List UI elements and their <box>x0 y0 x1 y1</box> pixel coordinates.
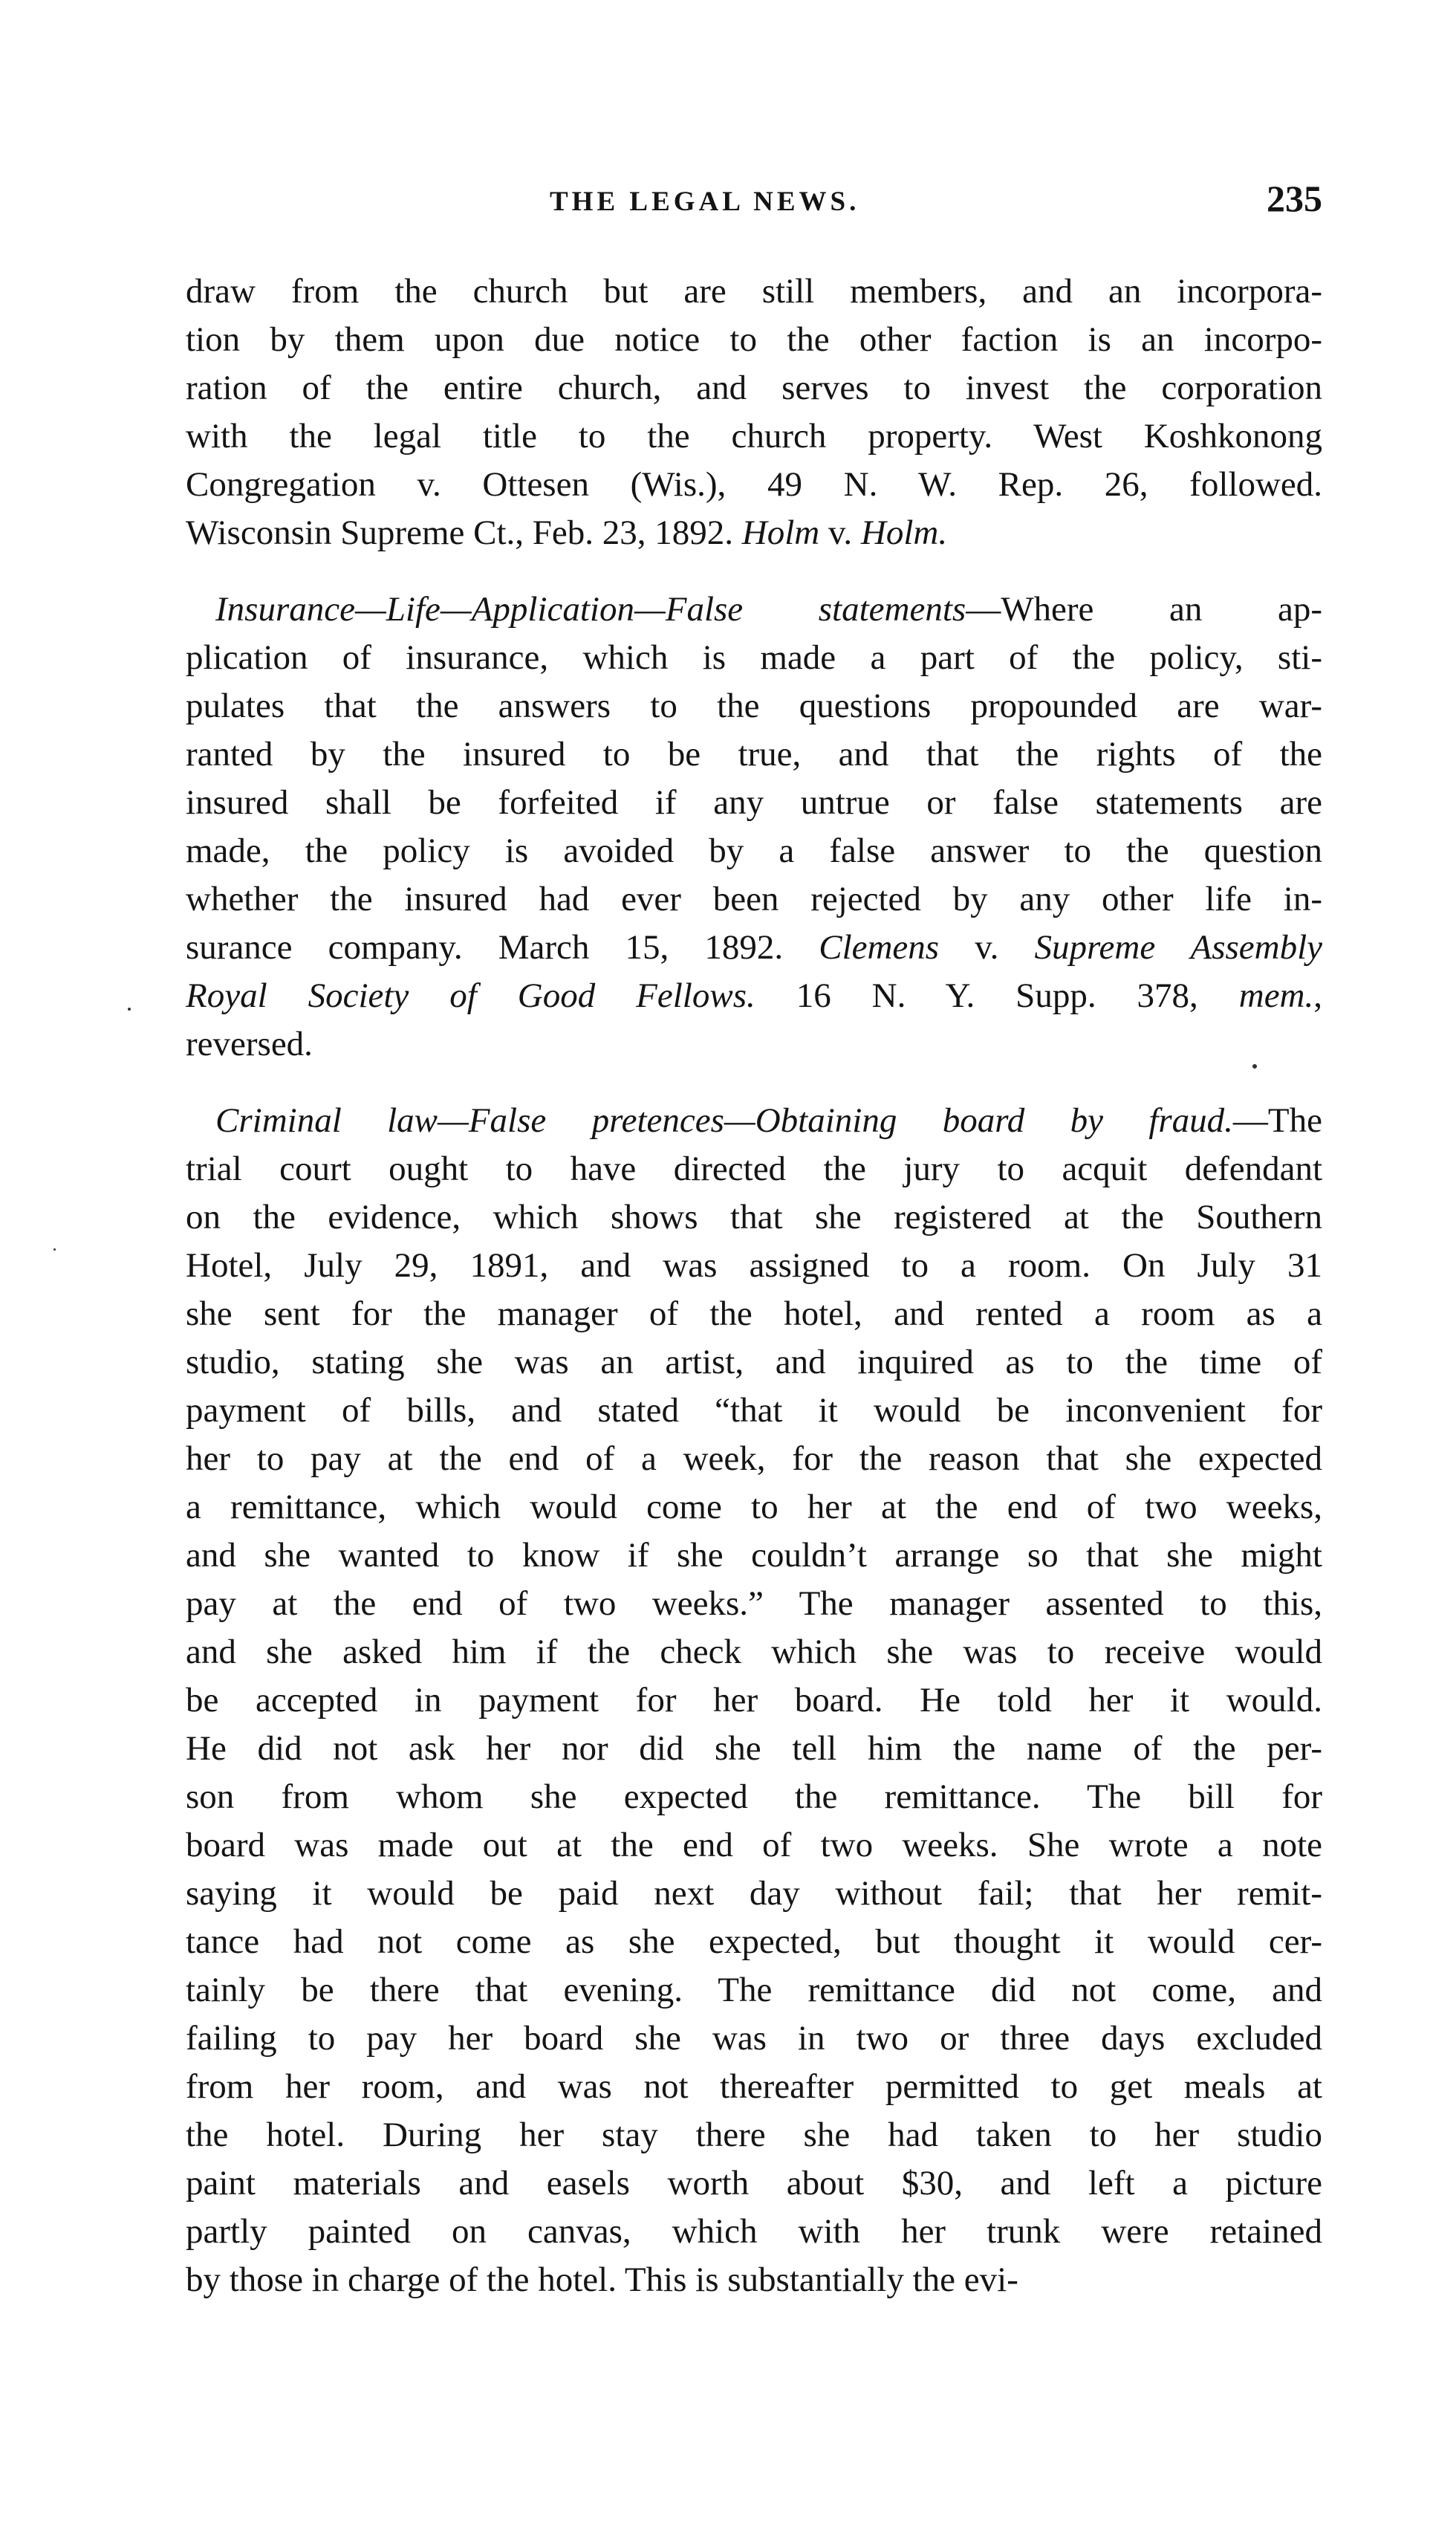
text-run: surance company. March 15, 1892. <box>186 928 819 967</box>
text-line <box>186 972 1322 1020</box>
text-line <box>186 1338 1322 1387</box>
text-run: Wisconsin Supreme Ct., Feb. 23, 1892. <box>186 513 742 552</box>
text-run: —The <box>1232 1101 1322 1140</box>
text-run: v. <box>939 928 1035 967</box>
text-line <box>186 509 1322 557</box>
paragraph <box>186 586 1322 1069</box>
text-run: tainly be there that evening. The remittance did not come, and <box>186 1971 1322 2009</box>
text-run: paint materials and easels worth about $30, and left a picture <box>186 2164 1322 2203</box>
page-header <box>186 177 1322 229</box>
text-line <box>186 1580 1322 1628</box>
text-run: on the evidence, which shows that she registered at the Southern <box>186 1198 1322 1236</box>
text-run: studio, stating she was an artist, and inquired as to the time of <box>186 1343 1322 1381</box>
text-line <box>186 2015 1322 2063</box>
italic-run: Supreme Assembly <box>1034 928 1322 967</box>
text-run: trial court ought to have directed the jury to acquit defendant <box>186 1150 1322 1188</box>
text-line <box>186 1387 1322 1435</box>
text-run: and she wanted to know if she couldn’t arrange so that she might <box>186 1536 1322 1575</box>
text-line <box>186 316 1322 364</box>
text-line <box>186 2159 1322 2208</box>
text-line <box>186 1628 1322 1676</box>
text-line <box>186 1435 1322 1483</box>
text-run: by those in charge of the hotel. This is substantially the evi- <box>186 2260 1018 2299</box>
text-line <box>186 779 1322 827</box>
text-line <box>186 1193 1322 1242</box>
paragraph-gap <box>186 1069 1322 1097</box>
text-run: whether the insured had ever been rejected by any other life in- <box>186 880 1322 918</box>
text-run: a remittance, which would come to her at the end of two weeks, <box>186 1488 1322 1526</box>
text-run: He did not ask her nor did she tell him the name of the per- <box>186 1729 1322 1768</box>
text-run: Hotel, July 29, 1891, and was assigned to a room. On July 31 <box>186 1246 1322 1285</box>
text-line <box>186 1870 1322 1918</box>
scan-speck <box>53 1248 56 1251</box>
text-line <box>186 1290 1322 1338</box>
text-line <box>186 1918 1322 1966</box>
text-run: saying it would be paid next day without fail; that her remit- <box>186 1874 1322 1913</box>
text-run: ranted by the insured to be true, and that the rights of the <box>186 735 1322 774</box>
text-run: Congregation v. Ottesen (Wis.), 49 N. W. Rep. 26, followed. <box>186 465 1322 504</box>
text-line <box>186 364 1322 412</box>
text-line <box>186 1242 1322 1290</box>
text-run: —Where an ap- <box>966 590 1322 629</box>
text-run: from her room, and was not thereafter permitted to get meals at <box>186 2067 1322 2106</box>
text-run: son from whom she expected the remittance. The bill for <box>186 1777 1322 1816</box>
text-line <box>186 2256 1322 2304</box>
text-line <box>186 827 1322 875</box>
text-run: v. <box>819 513 861 552</box>
text-run: tance had not come as she expected, but thought it would cer- <box>186 1922 1322 1961</box>
text-run: tion by them upon due notice to the other faction is an incorpo- <box>186 320 1322 359</box>
text-line <box>186 1531 1322 1580</box>
italic-run: Royal Society of Good Fellows. <box>186 976 755 1015</box>
text-line <box>186 1773 1322 1821</box>
text-run: ration of the entire church, and serves to invest the corporation <box>186 369 1322 407</box>
text-line <box>186 1097 1322 1145</box>
text-run: pulates that the answers to the questions propounded are war- <box>186 687 1322 725</box>
scan-speck <box>128 1008 131 1011</box>
text-line <box>186 1821 1322 1870</box>
page-number: 235 <box>1267 178 1322 219</box>
text-line <box>186 2063 1322 2111</box>
text-line <box>186 1020 1322 1069</box>
text-line <box>186 682 1322 730</box>
text-run: partly painted on canvas, which with her trunk were retained <box>186 2212 1322 2251</box>
text-run: draw from the church but are still members, and an incorpora- <box>186 272 1322 311</box>
italic-run: Clemens <box>819 928 940 967</box>
text-run: her to pay at the end of a week, for the reason that she expected <box>186 1439 1322 1478</box>
text-line <box>186 268 1322 316</box>
text-run: and she asked him if the check which she was to receive would <box>186 1633 1322 1671</box>
text-line <box>186 634 1322 682</box>
text-line <box>186 1483 1322 1531</box>
text-run: made, the policy is avoided by a false answer to the question <box>186 832 1322 870</box>
text-run: she sent for the manager of the hotel, and rented a room as a <box>186 1294 1322 1333</box>
text-line <box>186 1725 1322 1773</box>
text-line <box>186 586 1322 634</box>
running-title: THE LEGAL NEWS. <box>550 187 860 217</box>
scan-speck <box>1252 1064 1257 1069</box>
text-line <box>186 2111 1322 2159</box>
text-run: the hotel. During her stay there she had taken to her studio <box>186 2116 1322 2154</box>
text-run: failing to pay her board she was in two or three days excluded <box>186 2019 1322 2058</box>
text-line <box>186 2208 1322 2256</box>
italic-run: mem. <box>1238 976 1314 1015</box>
text-run: 16 N. Y. Supp. 378, <box>755 976 1239 1015</box>
italic-run: Criminal law—False pretences—Obtaining board by fraud. <box>215 1101 1233 1140</box>
text-run: board was made out at the end of two weeks. She wrote a note <box>186 1826 1322 1864</box>
text-line <box>186 875 1322 924</box>
text-run: insured shall be forfeited if any untrue or false statements are <box>186 783 1322 822</box>
text-line <box>186 1676 1322 1725</box>
text-run: with the legal title to the church property. West Koshkonong <box>186 417 1322 456</box>
text-run: plication of insurance, which is made a part of the policy, sti- <box>186 638 1322 677</box>
text-run: be accepted in payment for her board. He told her it would. <box>186 1681 1322 1719</box>
text-line <box>186 461 1322 509</box>
paragraph <box>186 268 1322 557</box>
italic-run: Holm <box>741 513 820 552</box>
text-line <box>186 1145 1322 1193</box>
paragraph <box>186 1097 1322 2304</box>
italic-run: Insurance—Life—Application—False statements <box>215 590 966 629</box>
text-run: , <box>1313 976 1322 1015</box>
text-run: payment of bills, and stated “that it would be inconvenient for <box>186 1391 1322 1430</box>
text-run: reversed. <box>186 1025 313 1063</box>
text-line <box>186 412 1322 461</box>
text-line <box>186 924 1322 972</box>
italic-run: Holm. <box>860 513 948 552</box>
paragraph-gap <box>186 557 1322 586</box>
text-run: pay at the end of two weeks.” The manager assented to this, <box>186 1584 1322 1623</box>
text-line <box>186 1966 1322 2015</box>
page-body <box>186 268 1322 2304</box>
text-line <box>186 730 1322 779</box>
